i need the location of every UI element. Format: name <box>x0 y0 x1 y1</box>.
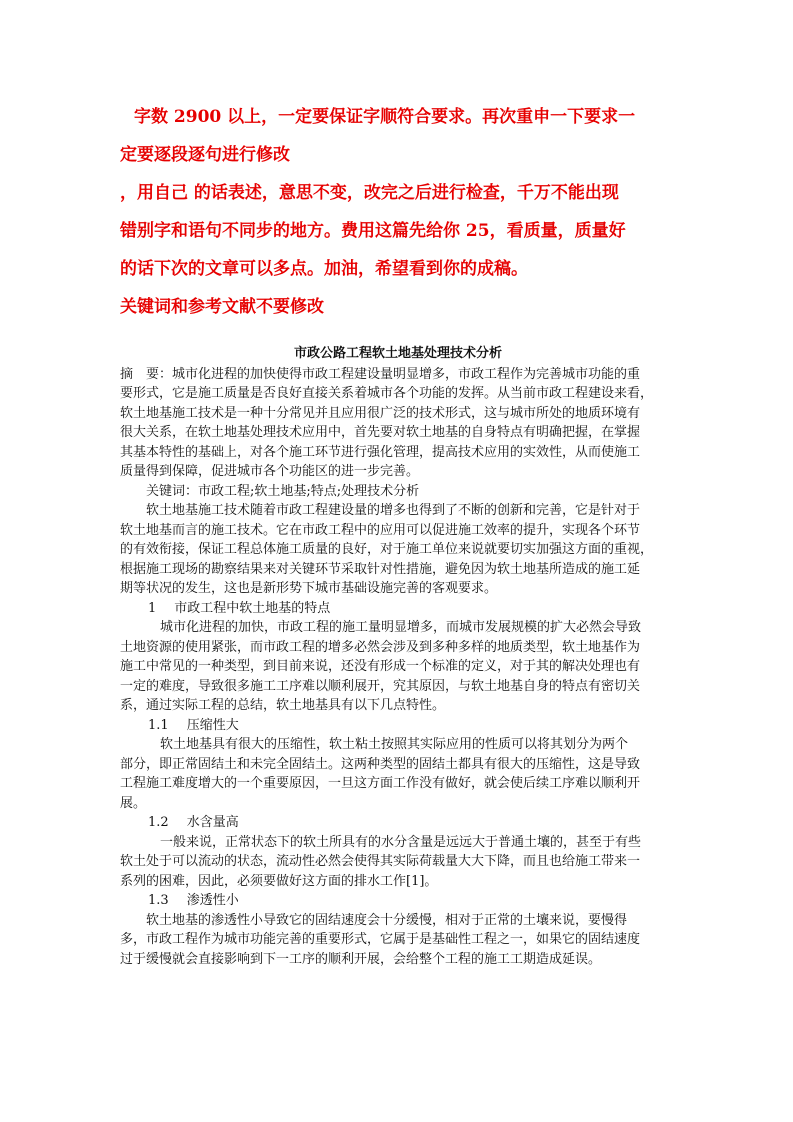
intro-line: 期等状况的发生，这也是新形势下城市基础设施完善的客观要求。 <box>120 581 498 596</box>
section-number: 1 <box>148 600 157 616</box>
abstract-line: 其基本特性的基础上，对各个施工环节进行强化管理，提高技术应用的实效性，从而使施工 <box>120 444 641 460</box>
notice-line: 错别字和语句不同步的地方。费用这篇先给你 25，看质量，质量好 <box>120 221 626 241</box>
intro-line: 软土地基施工技术随着市政工程建设量的增多也得到了不断的创新和完善，它是针对于 <box>146 503 641 518</box>
section-title: 市政工程中软土地基的特点 <box>174 600 331 616</box>
section-title: 水含量高 <box>186 815 239 830</box>
intro-line: 的有效衔接，保证工程总体施工质量的良好，对于施工单位来说就要切实加强这方面的重视， <box>120 542 654 557</box>
section-title: 压缩性大 <box>186 717 239 733</box>
paragraph-line: 一般来说，正常状态下的软土所具有的水分含量是远远大于普通土壤的，甚至于有些 <box>160 834 642 850</box>
abstract-line: 很大关系，在软土地基处理技术应用中，首先要对软土地基的自身特点有明确把握，在掌握 <box>120 425 641 440</box>
section-number: 1.1 <box>148 717 169 733</box>
section-heading-1-2 <box>120 813 676 833</box>
abstract-line: 软土地基施工技术是一种十分常见并且应用很广泛的技术形式，这与城市所处的地质环境有 <box>120 405 641 421</box>
paragraph-line: 系列的困难，因此，必须要做好这方面的排水工作[1]。 <box>120 873 438 889</box>
notice-line: 的话下次的文章可以多点。加油，希望看到你的成稿。 <box>120 259 528 279</box>
paragraph-line: 城市化进程的加快，市政工程的施工量明显增多，而城市发展规模的扩大必然会导致 <box>160 620 642 635</box>
section-heading-1 <box>120 599 676 619</box>
article-title: 市政公路工程软土地基处理技术分析 <box>293 346 502 361</box>
section-title: 渗透性小 <box>186 893 239 908</box>
section-heading-1-1 <box>120 716 676 736</box>
paragraph-line: 工程施工难度增大的一个重要原因，一旦这方面工作没有做好，就会使后续工序难以顺利开 <box>120 776 641 791</box>
abstract-line: 质量得到保障，促进城市各个功能区的进一步完善。 <box>120 464 420 479</box>
notice-line: 关键词和参考文献不要修改 <box>120 297 324 317</box>
notice-line: ，用自己 的话表述，意思不变，改完之后进行检查，千万不能出现 <box>120 183 619 203</box>
paragraph-line: 过于缓慢就会直接影响到下一工序的顺利开展，会给整个工程的施工工期造成延误。 <box>120 951 602 967</box>
section-number: 1.2 <box>148 815 169 830</box>
paragraph-line: 展。 <box>120 795 147 811</box>
paragraph-line: 施工中常见的一种类型，到目前来说，还没有形成一个标准的定义，对于其的解决处理也有 <box>120 659 641 674</box>
paragraph-line: 软土地基的渗透性小导致它的固结速度会十分缓慢，相对于正常的土壤来说，要慢得 <box>146 912 628 928</box>
intro-line: 根据施工现场的勘察结果来对关键环节采取针对性措施，避免因为软土地基所造成的施工延 <box>120 561 641 577</box>
paragraph-line: 系，通过实际工程的总结，软土地基具有以下几点特性。 <box>120 698 446 713</box>
notice-line: 定要逐段逐句进行修改 <box>120 145 290 165</box>
paragraph-line: 一定的难度，导致很多施工工序难以顺利展开，究其原因，与软土地基自身的特点有密切关 <box>120 678 641 694</box>
paragraph-line: 软土地基具有很大的压缩性，软土粘土按照其实际应用的性质可以将其划分为两个 <box>160 737 629 752</box>
section-heading-1-3 <box>120 891 676 911</box>
notice-line: 字数 2900 以上，一定要保证字顺符合要求。再次重申一下要求一 <box>134 107 636 127</box>
keywords-line: 关键词：市政工程;软土地基;特点;处理技术分析 <box>146 483 420 499</box>
section-number: 1.3 <box>148 893 169 908</box>
article-body <box>120 344 676 969</box>
intro-line: 软土地基而言的施工技术。它在市政工程中的应用可以促进施工效率的提升，实现各个环节 <box>120 522 641 538</box>
red-notice-block <box>120 98 680 326</box>
paragraph-line: 软土处于可以流动的状态，流动性必然会使得其实际荷载量大大下降，而且也给施工带来一 <box>120 854 641 869</box>
abstract-line: 要形式，它是施工质量是否良好直接关系着城市各个功能的发挥。从当前市政工程建设来看， <box>120 386 654 401</box>
paragraph-line: 多，市政工程作为城市功能完善的重要形式，它属于是基础性工程之一，如果它的固结速度 <box>120 932 641 947</box>
paragraph-line: 土地资源的使用紧张，而市政工程的增多必然会涉及到多种多样的地质类型，软土地基作为 <box>120 639 641 655</box>
abstract-line: 摘 要：城市化进程的加快使得市政工程建设量明显增多，市政工程作为完善城市功能的重 <box>120 366 641 382</box>
paragraph-line: 部分，即正常固结土和未完全固结土。这两种类型的固结土都具有很大的压缩性，这是导致 <box>120 756 641 772</box>
